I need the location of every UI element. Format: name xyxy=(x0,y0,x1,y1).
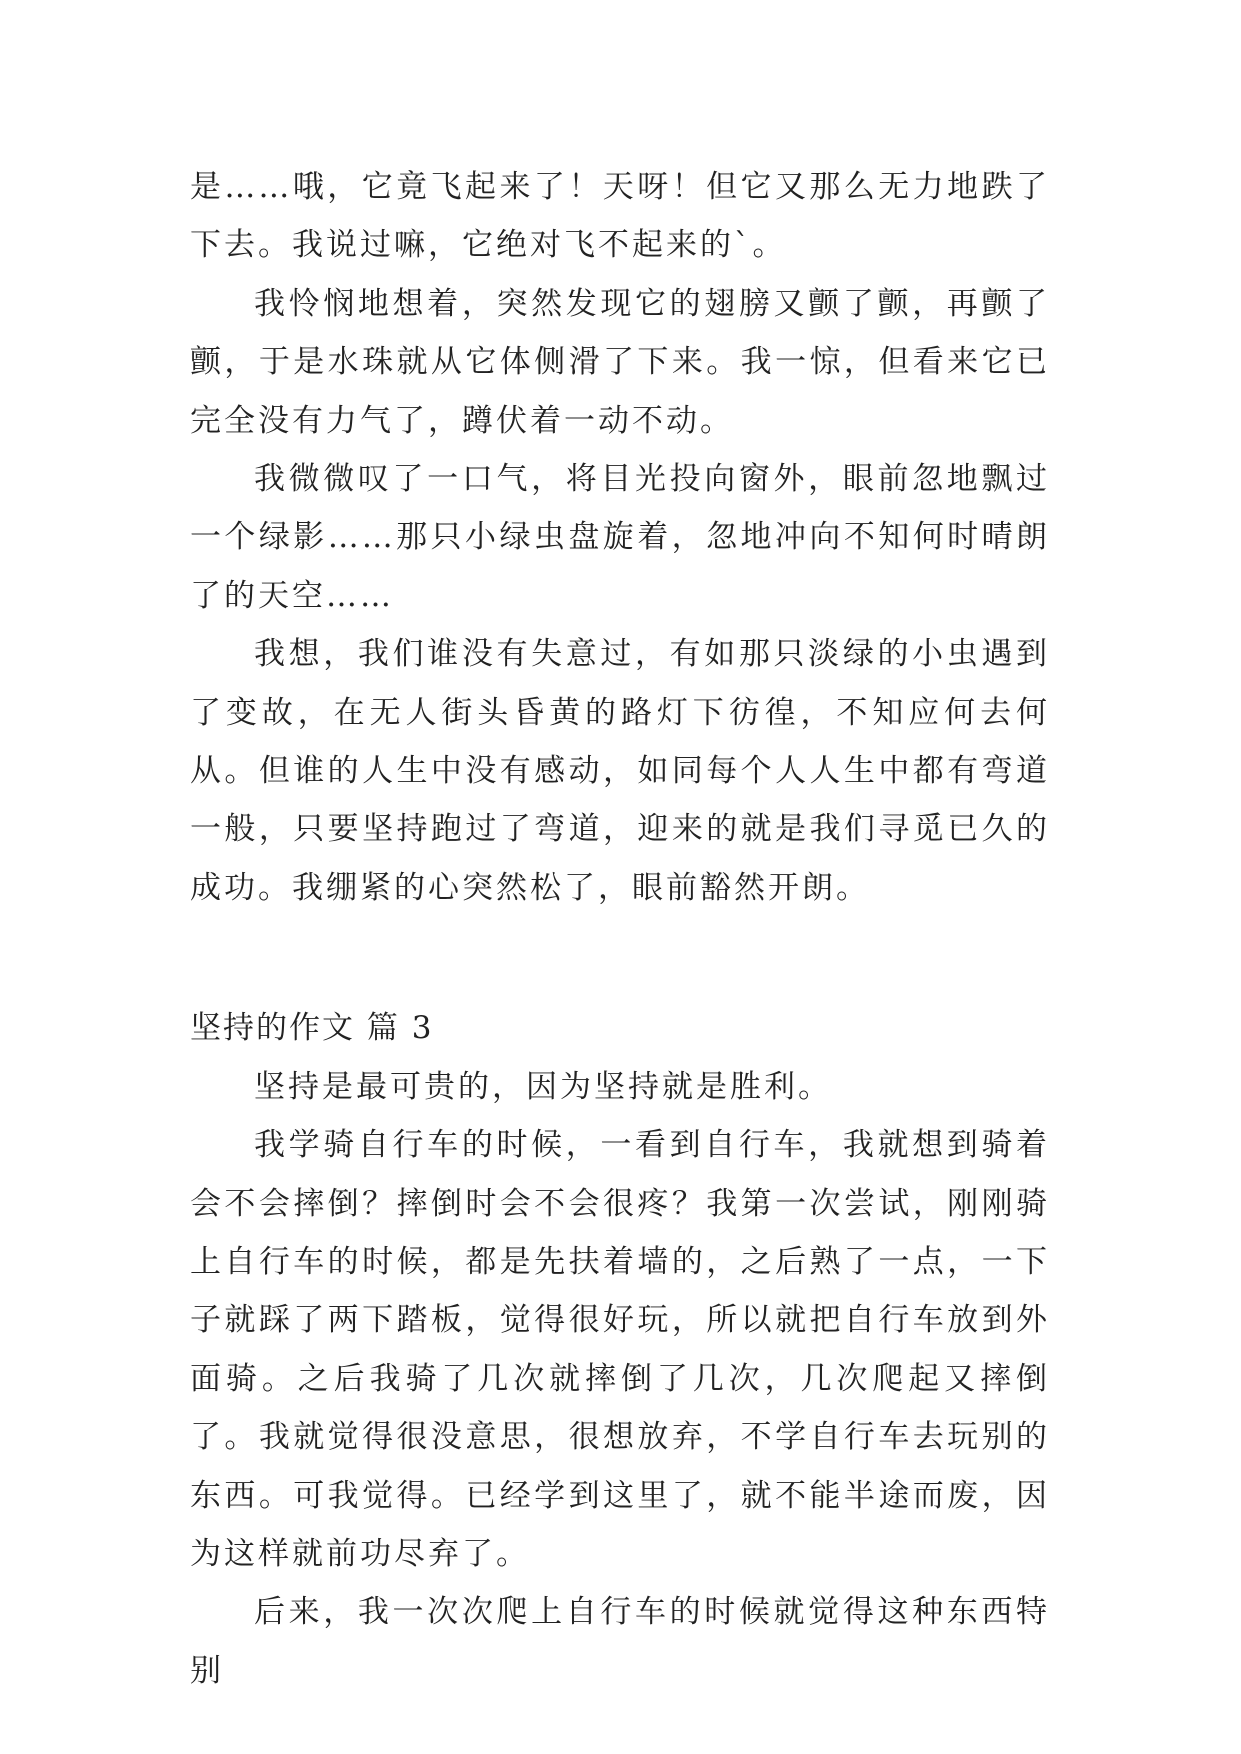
paragraph-3: 我微微叹了一口气，将目光投向窗外，眼前忽地飘过一个绿影……那只小绿虫盘旋着，忽地冲向不知何时晴朗了的天空…… xyxy=(190,461,1050,614)
section-heading: 坚持的作文 篇 3 xyxy=(190,1010,434,1047)
paragraph-4: 我想，我们谁没有失意过，有如那只淡绿的小虫遇到了变故，在无人街头昏黄的路灯下彷徨，不知应何去何从。但谁的人生中没有感动，如同每个人人生中都有弯道一般，只要坚持跑过了弯道，迎来的就是我们寻觅已久的成功。我绷紧的心突然松了，眼前豁然开朗。 xyxy=(190,636,1050,906)
paragraph-1: 是……哦，它竟飞起来了！天呀！但它又那么无力地跌了下去。我说过嘛，它绝对飞不起来的`。 xyxy=(190,169,1050,264)
paragraph-2: 我怜悯地想着，突然发现它的翅膀又颤了颤，再颤了颤，于是水珠就从它体侧滑了下来。我一惊，但看来它已完全没有力气了，蹲伏着一动不动。 xyxy=(190,285,1050,439)
document-body xyxy=(190,158,1050,1700)
paragraph-5: 坚持是最可贵的，因为坚持就是胜利。 xyxy=(254,1068,832,1105)
paragraph-6: 我学骑自行车的时候，一看到自行车，我就想到骑着会不会摔倒？摔倒时会不会很疼？我第一次尝试，刚刚骑上自行车的时候，都是先扶着墙的，之后熟了一点，一下子就踩了两下踏板，觉得很好玩，所以就把自行车放到外面骑。之后我骑了几次就摔倒了几次，几次爬起又摔倒了。我就觉得很没意思，很想放弃，不学自行车去玩别的东西。可我觉得。已经学到这里了，就不能半途而废，因为这样就前功尽弃了。 xyxy=(190,1127,1050,1572)
paragraph-7: 后来，我一次次爬上自行车的时候就觉得这种东西特别 xyxy=(190,1594,1050,1689)
